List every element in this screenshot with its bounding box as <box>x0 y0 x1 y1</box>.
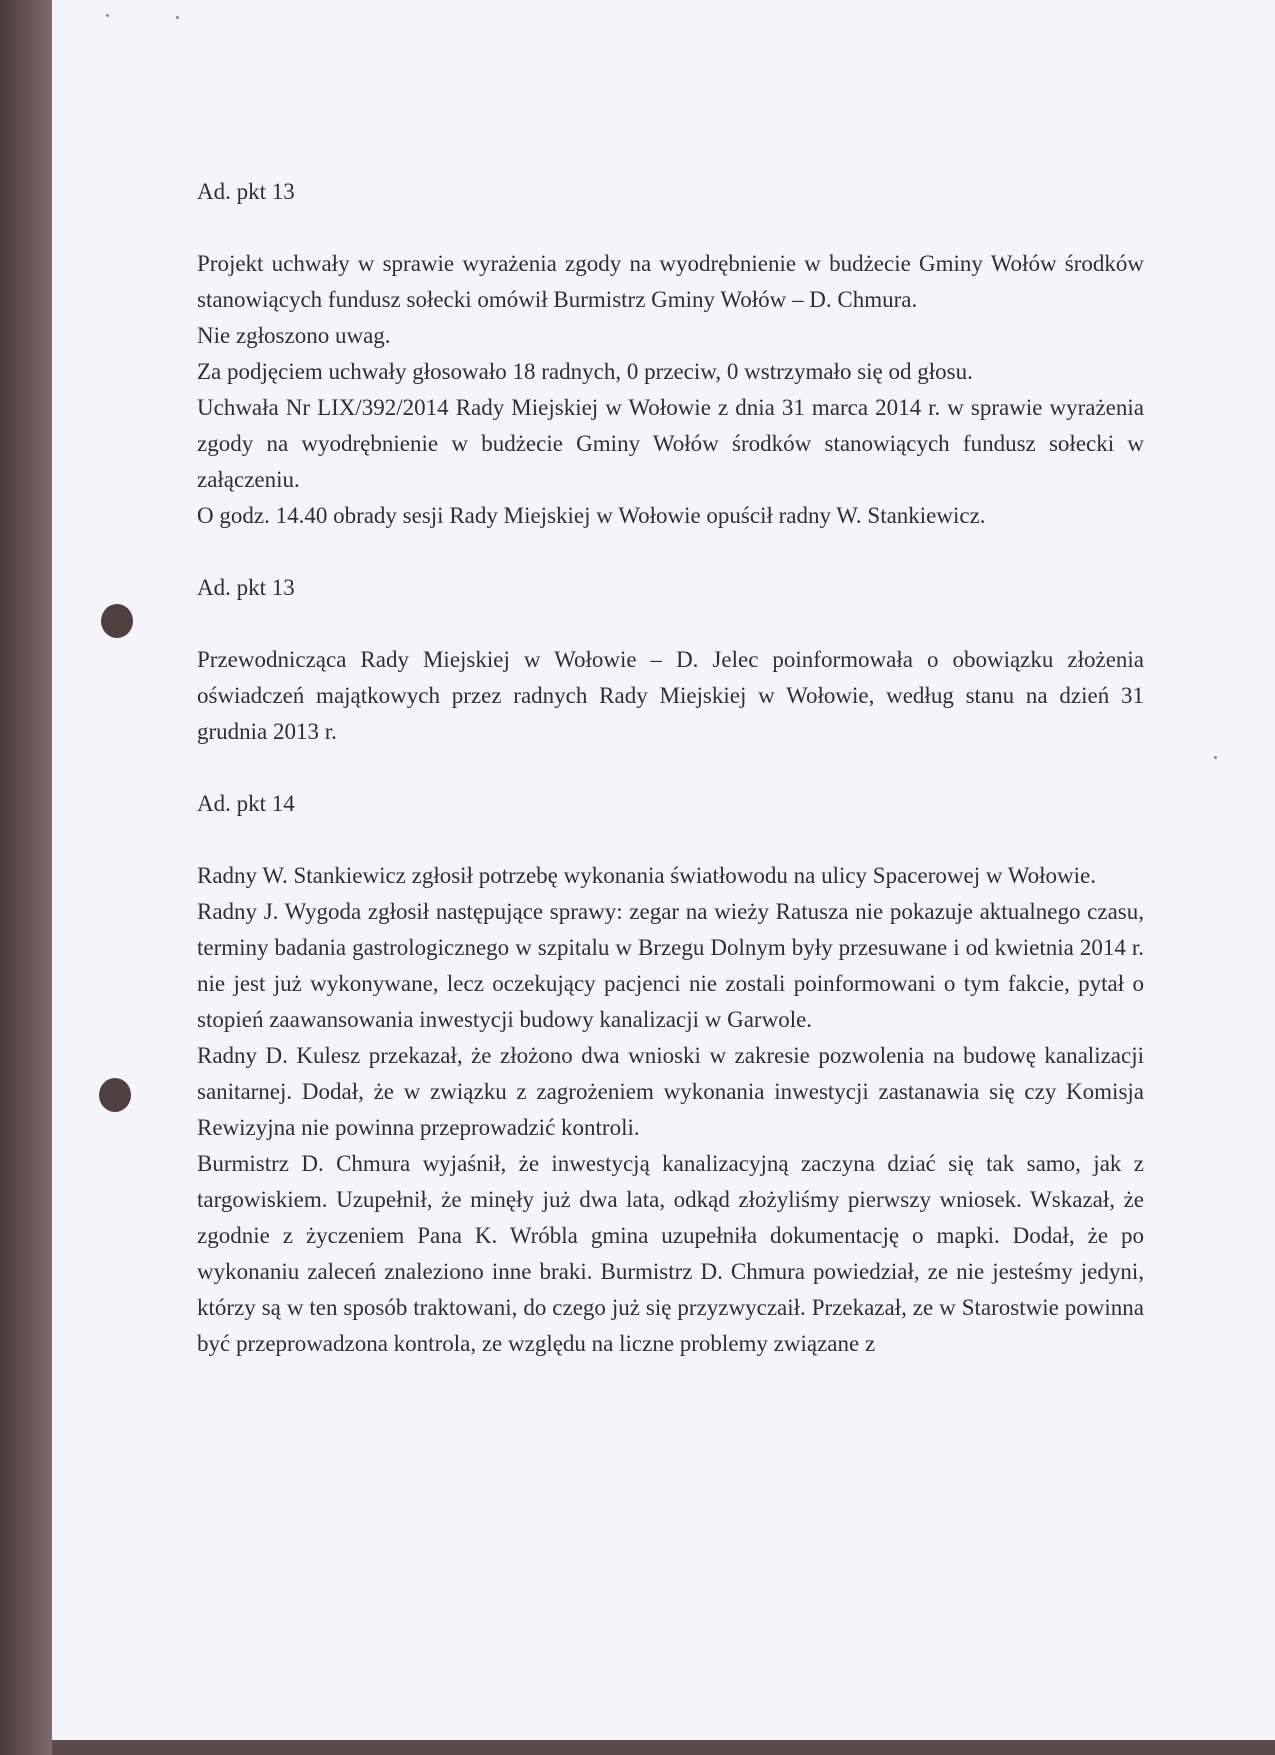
scan-speck <box>176 16 179 19</box>
paragraph-stankiewicz: Radny W. Stankiewicz zgłosił potrzebę wykonania światłowodu na ulicy Spacerowej w Wołowie. <box>197 863 1096 888</box>
paragraph-oswiadczenia: Przewodnicząca Rady Miejskiej w Wołowie – D. Jelec poinformowała o obowiązku złożenia oświadczeń majątkowych przez radnych Rady Miejskiej w Wołowie, według stanu na dzień 31 grudnia 2013 r. <box>197 647 1144 744</box>
paragraph-glosowanie: Za podjęciem uchwały głosowało 18 radnych, 0 przeciw, 0 wstrzymało się od głosu. <box>197 359 973 384</box>
scan-speck <box>106 14 109 17</box>
section-heading-pkt-13: Ad. pkt 13 <box>197 179 295 204</box>
scan-bottom-edge <box>52 1740 1275 1755</box>
paragraph-uwagi: Nie zgłoszono uwag. <box>197 323 391 348</box>
paragraph-kulesz: Radny D. Kulesz przekazał, że złożono dwa wnioski w zakresie pozwolenia na budowę kanalizacji sanitarnej. Dodał, że w związku z zagrożeniem wykonania inwestycji zastanawia się czy Komisja Rewizyjna nie powinna przeprowadzić kontroli. <box>197 1043 1144 1140</box>
paragraph-uchwala-nr: Uchwała Nr LIX/392/2014 Rady Miejskiej w Wołowie z dnia 31 marca 2014 r. w sprawie wyrażenia zgody na wyodrębnienie w budżecie Gminy Wołów środków stanowiących fundusz sołecki w załączeniu. <box>197 395 1144 492</box>
paragraph-projekt-uchwaly: Projekt uchwały w sprawie wyrażenia zgody na wyodrębnienie w budżecie Gminy Wołów środków stanowiących fundusz sołecki omówił Burmistrz Gminy Wołów – D. Chmura. <box>197 251 1144 312</box>
paragraph-burmistrz: Burmistrz D. Chmura wyjaśnił, że inwestycją kanalizacyjną zaczyna dziać się tak samo, jak z targowiskiem. Uzupełnił, że minęły już dwa lata, odkąd złożyliśmy pierwszy wniosek. Wskazał, że zgodnie z życzeniem Pana K. Wróbla gmina uzupełniła dokumentację o mapki. Dodał, że po wykonaniu zaleceń znaleziono inne braki. Burmistrz D. Chmura powiedział, ze nie jesteśmy jedyni, którzy są w ten sposób traktowani, do czego już się przyzwyczaił. Przekazał, ze w Starostwie powinna być przeprowadzona kontrola, ze względu na liczne problemy związane z <box>197 1151 1144 1356</box>
section-heading-pkt-14: Ad. pkt 14 <box>197 791 295 816</box>
punch-hole <box>99 1078 131 1112</box>
document-body <box>197 174 1144 1362</box>
paragraph-wygoda: Radny J. Wygoda zgłosił następujące sprawy: zegar na wieży Ratusza nie pokazuje aktualnego czasu, terminy badania gastrologicznego w szpitalu w Brzegu Dolnym były przesuwane i od kwietnia 2014 r. nie jest już wykonywane, lecz oczekujący pacjenci nie zostali poinformowani o tym fakcie, pytał o stopień zaawansowania inwestycji budowy kanalizacji w Garwole. <box>197 899 1144 1032</box>
scan-edge <box>0 0 52 1755</box>
punch-hole <box>101 604 133 638</box>
scan-speck <box>1214 756 1217 759</box>
section-heading-pkt-13-second: Ad. pkt 13 <box>197 575 295 600</box>
paragraph-godzina: O godz. 14.40 obrady sesji Rady Miejskiej w Wołowie opuścił radny W. Stankiewicz. <box>197 503 986 528</box>
